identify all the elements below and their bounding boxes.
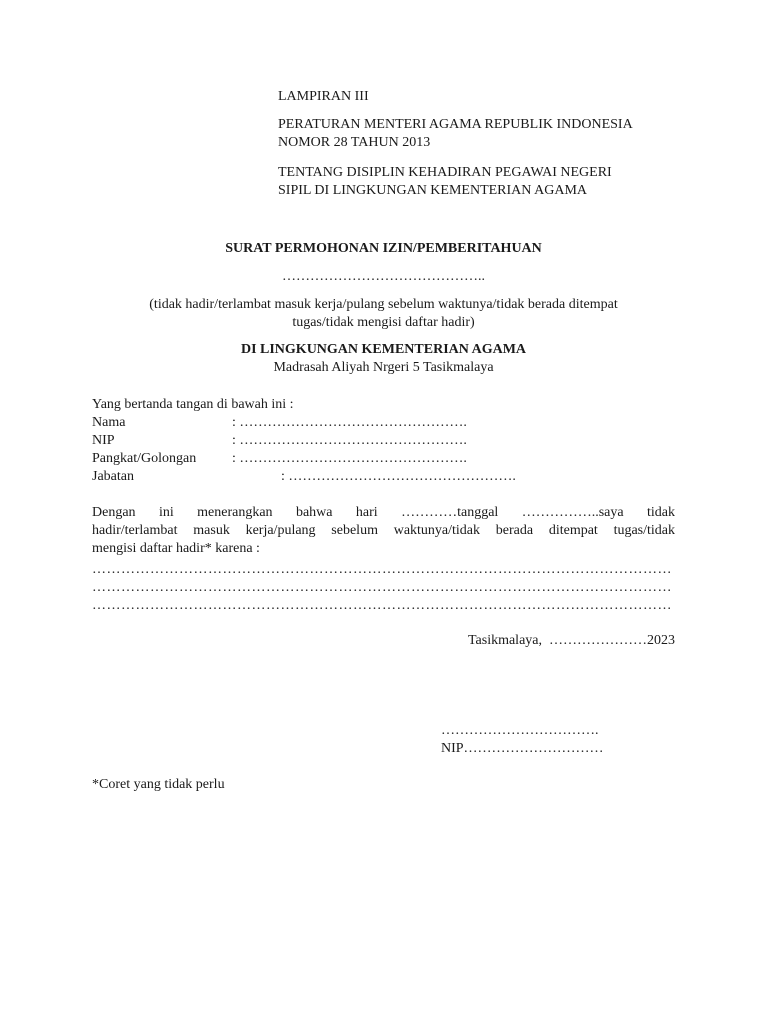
field-value: : …………………………………………. bbox=[232, 451, 467, 466]
peraturan-line-1: PERATURAN MENTERI AGAMA REPUBLIK INDONESIA bbox=[278, 117, 633, 132]
field-label: Pangkat/Golongan bbox=[92, 451, 197, 466]
org-subtitle: Madrasah Aliyah Nrgeri 5 Tasikmalaya bbox=[273, 360, 494, 375]
peraturan-line-2: NOMOR 28 TAHUN 2013 bbox=[278, 135, 431, 150]
reason-line: ………………………………………………………………………………………………………… bbox=[92, 580, 672, 595]
field-label: Jabatan bbox=[92, 469, 134, 484]
tentang-line-1: TENTANG DISIPLIN KEHADIRAN PEGAWAI NEGERI bbox=[278, 165, 612, 180]
paragraph-line: Dengan ini menerangkan bahwa hari …………tanggal ……………..saya tidak bbox=[92, 505, 675, 520]
paragraph-line: mengisi daftar hadir* karena : bbox=[92, 541, 260, 556]
subtitle-dots: …………………………………….. bbox=[282, 269, 485, 284]
field-jabatan bbox=[92, 468, 675, 486]
field-value: : …………………………………………. bbox=[232, 433, 467, 448]
footnote: *Coret yang tidak perlu bbox=[92, 777, 225, 792]
field-label: Nama bbox=[92, 415, 126, 430]
identity-fields bbox=[92, 414, 675, 486]
tentang-line-2: SIPIL DI LINGKUNGAN KEMENTERIAN AGAMA bbox=[278, 183, 588, 198]
field-value: : …………………………………………. bbox=[281, 469, 516, 484]
note-line-2: tugas/tidak mengisi daftar hadir) bbox=[292, 315, 475, 330]
reason-line: ………………………………………………………………………………………………………… bbox=[92, 598, 672, 613]
field-value: : …………………………………………. bbox=[232, 415, 467, 430]
intro-text: Yang bertanda tangan di bawah ini : bbox=[92, 397, 294, 412]
document-title: SURAT PERMOHONAN IZIN/PEMBERITAHUAN bbox=[225, 241, 542, 256]
note-line-1: (tidak hadir/terlambat masuk kerja/pulang sebelum waktunya/tidak berada ditempat bbox=[149, 297, 618, 312]
statement-paragraph bbox=[92, 504, 675, 558]
signature-nip: NIP………………………… bbox=[441, 741, 604, 756]
field-pangkat-golongan bbox=[92, 450, 675, 468]
org-title: DI LINGKUNGAN KEMENTERIAN AGAMA bbox=[240, 342, 527, 357]
place-date: Tasikmalaya, …………………2023 bbox=[467, 633, 675, 648]
signature-name: ……………………………. bbox=[441, 723, 599, 738]
lampiran-label: LAMPIRAN III bbox=[278, 89, 369, 104]
header-block bbox=[278, 88, 633, 200]
field-label: NIP bbox=[92, 433, 115, 448]
reason-line: ………………………………………………………………………………………………………… bbox=[92, 562, 672, 577]
field-nip bbox=[92, 432, 675, 450]
field-nama bbox=[92, 414, 675, 432]
paragraph-line: hadir/terlambat masuk kerja/pulang sebelum waktunya/tidak berada ditempat tugas/tidak bbox=[92, 523, 675, 538]
